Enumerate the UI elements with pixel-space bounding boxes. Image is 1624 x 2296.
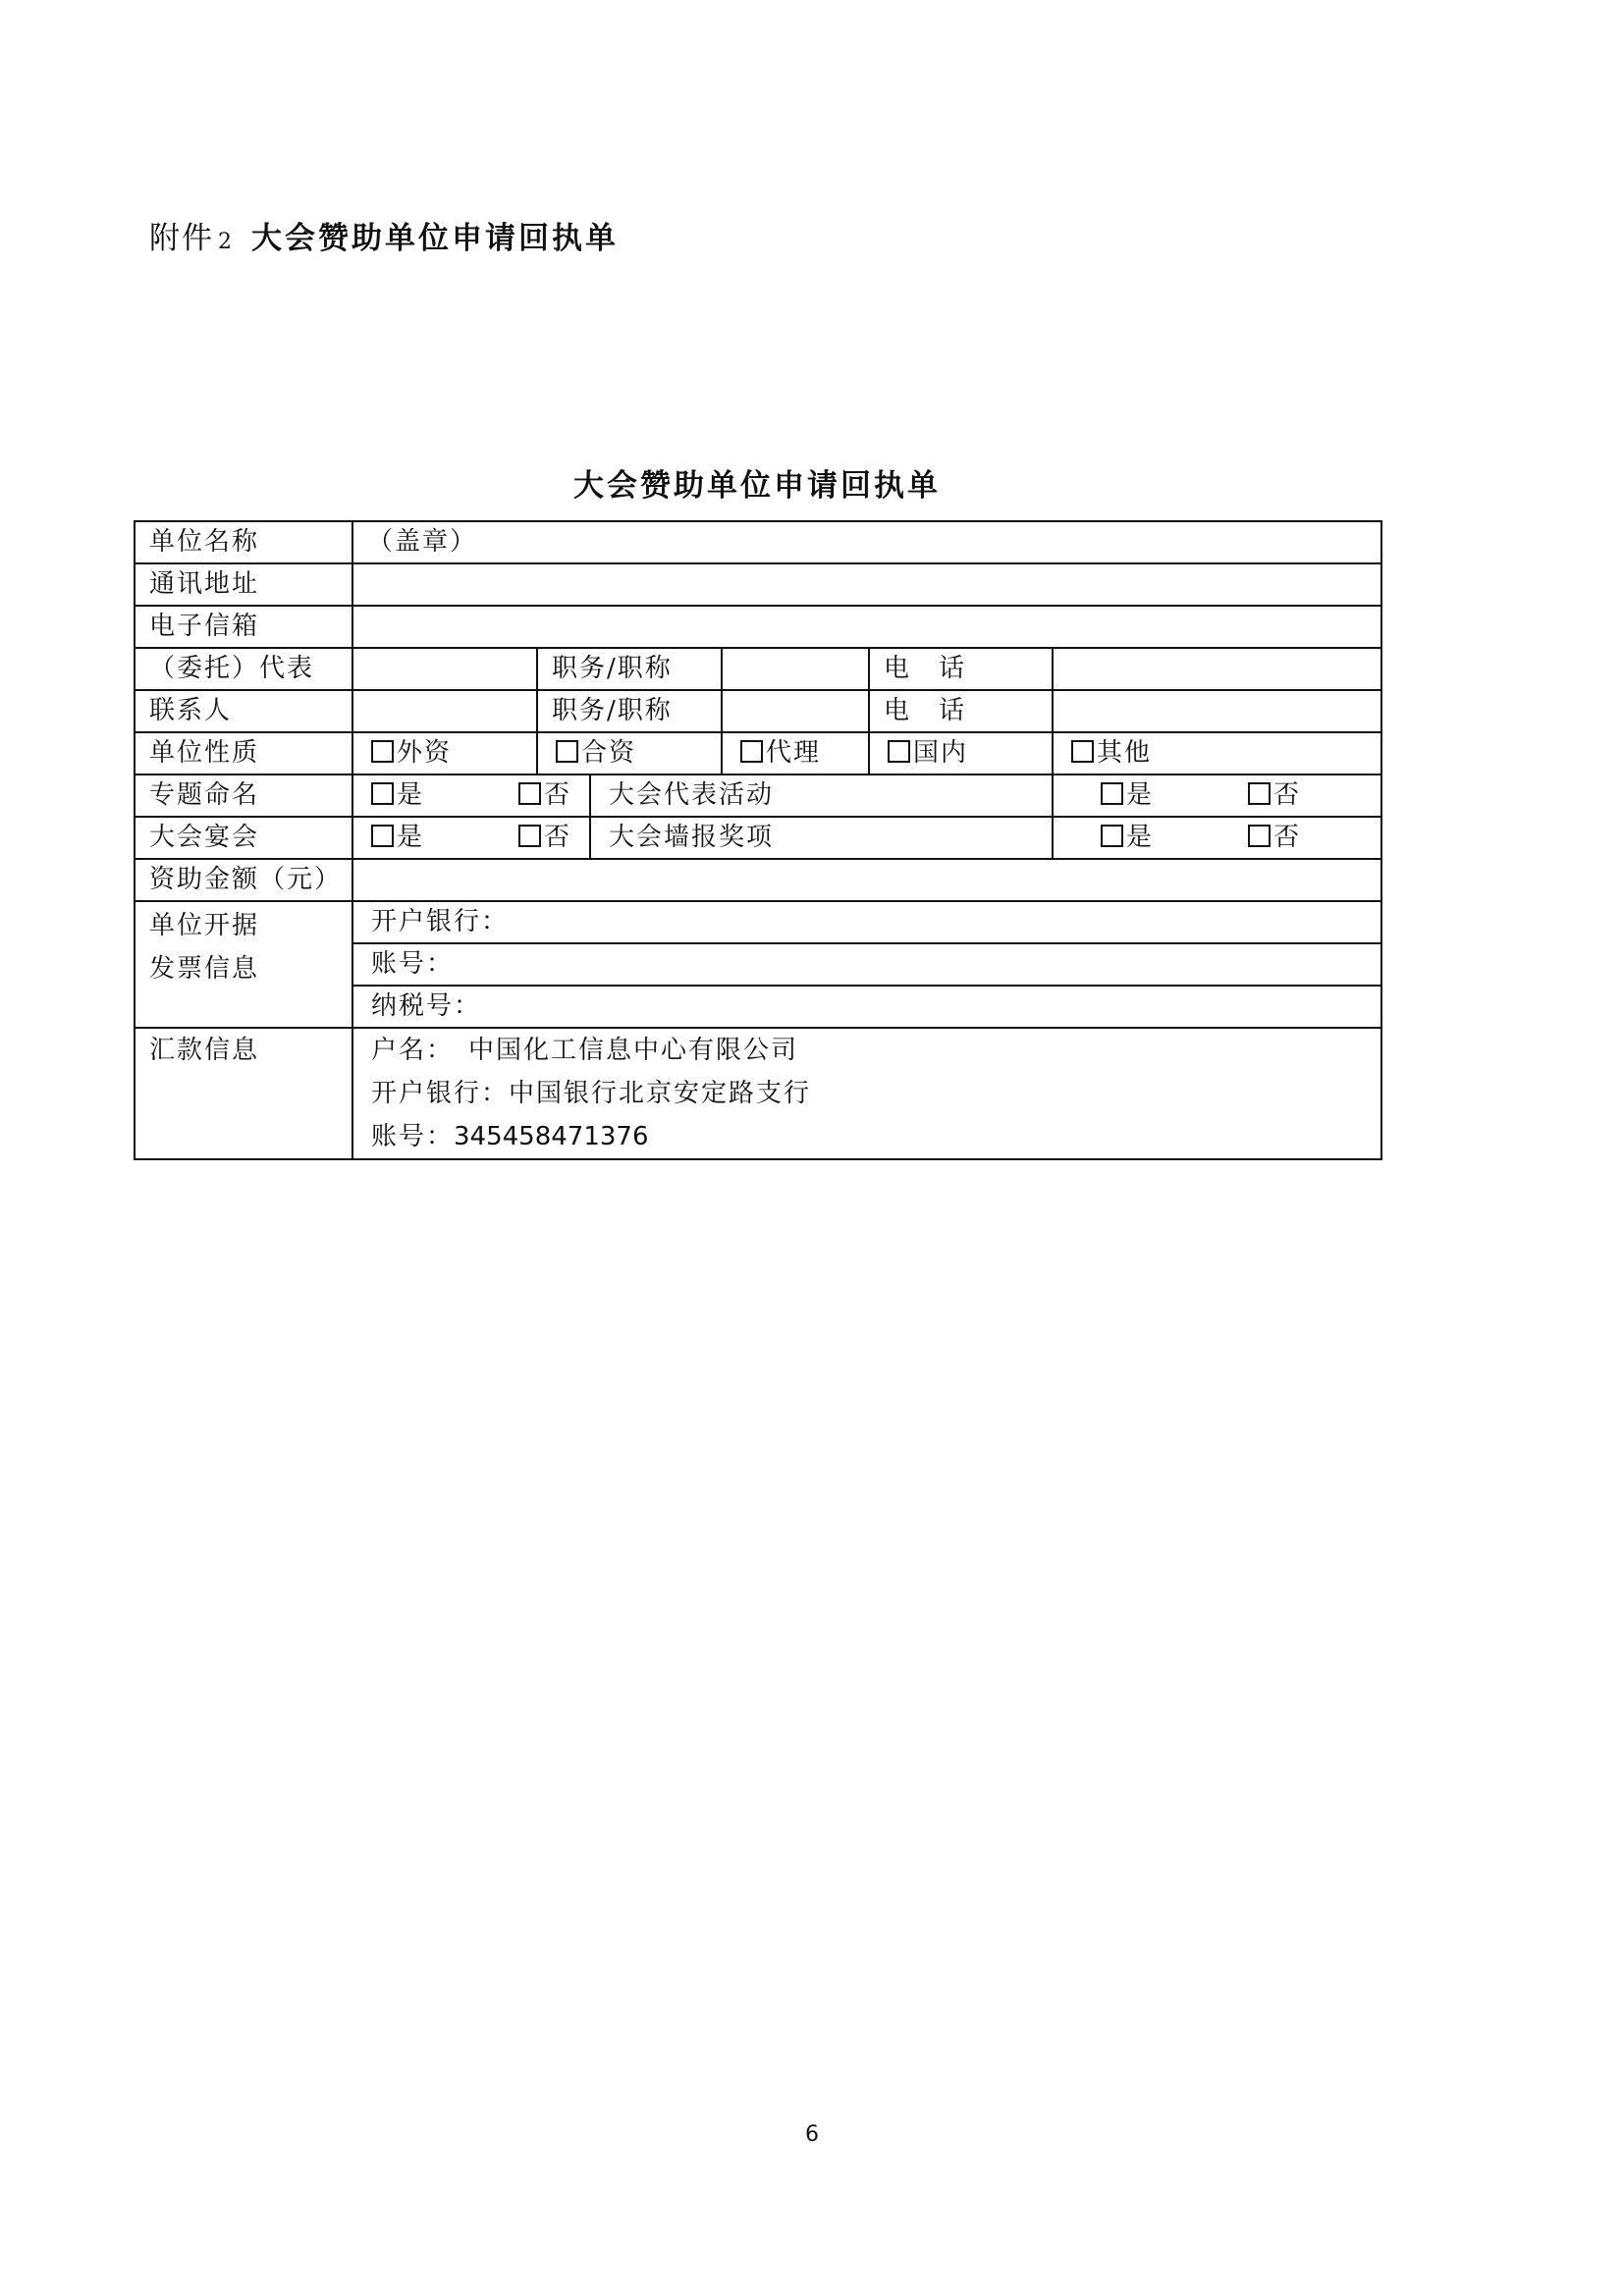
poster-award-label: 大会墙报奖项 xyxy=(590,817,1053,859)
topic-naming-yes[interactable]: 是 xyxy=(371,780,424,810)
unit-type-label: 单位性质 xyxy=(135,732,352,774)
invoice-account-field[interactable]: 账号： xyxy=(352,943,1381,986)
amount-label: 资助金额（元） xyxy=(135,859,352,901)
address-field[interactable] xyxy=(352,563,1381,606)
remittance-info xyxy=(352,1028,1381,1159)
representative-position-field[interactable] xyxy=(722,648,869,690)
row-banquet xyxy=(135,817,1381,859)
delegate-activity-yes[interactable]: 是 xyxy=(1101,780,1154,810)
topic-naming-label: 专题命名 xyxy=(135,774,352,817)
unit-type-option-other[interactable]: 其他 xyxy=(1053,732,1381,774)
checkbox-icon[interactable] xyxy=(518,782,541,805)
representative-phone-label: 电 话 xyxy=(869,648,1053,690)
topic-naming-choice xyxy=(352,774,590,817)
invoice-label-line1: 单位开据 xyxy=(149,911,260,940)
banquet-no[interactable]: 否 xyxy=(518,823,571,852)
contact-position-label: 职务/职称 xyxy=(537,690,722,732)
contact-phone-field[interactable] xyxy=(1053,690,1381,732)
checkbox-icon[interactable] xyxy=(740,740,763,763)
banquet-label: 大会宴会 xyxy=(135,817,352,859)
row-address xyxy=(135,563,1381,606)
row-unit-type xyxy=(135,732,1381,774)
sponsor-application-form xyxy=(134,520,1382,1160)
row-unit-name xyxy=(135,521,1381,563)
contact-phone-label: 电 话 xyxy=(869,690,1053,732)
row-invoice-bank xyxy=(135,901,1381,943)
row-representative xyxy=(135,648,1381,690)
remittance-account-name: 户名： 中国化工信息中心有限公司 xyxy=(371,1036,799,1065)
representative-name-field[interactable] xyxy=(352,648,537,690)
unit-type-option-agent[interactable]: 代理 xyxy=(722,732,869,774)
row-email xyxy=(135,606,1381,648)
amount-field[interactable] xyxy=(352,859,1381,901)
remittance-bank: 开户银行：中国银行北京安定路支行 xyxy=(371,1079,812,1108)
checkbox-icon[interactable] xyxy=(1101,782,1123,805)
delegate-activity-label: 大会代表活动 xyxy=(590,774,1053,817)
attachment-prefix: 附件 xyxy=(149,221,214,256)
contact-name-field[interactable] xyxy=(352,690,537,732)
checkbox-icon[interactable] xyxy=(1248,825,1271,847)
delegate-activity-choice xyxy=(1053,774,1381,817)
unit-type-option-joint[interactable]: 合资 xyxy=(537,732,722,774)
page-number: 6 xyxy=(805,2122,819,2147)
contact-position-field[interactable] xyxy=(722,690,869,732)
checkbox-icon[interactable] xyxy=(371,740,394,763)
unit-name-field[interactable]: （盖章） xyxy=(352,521,1381,563)
delegate-activity-no[interactable]: 否 xyxy=(1248,780,1301,810)
poster-award-yes[interactable]: 是 xyxy=(1101,823,1154,852)
checkbox-icon[interactable] xyxy=(371,825,394,847)
unit-type-option-foreign[interactable]: 外资 xyxy=(352,732,537,774)
attachment-header xyxy=(149,214,619,267)
address-label: 通讯地址 xyxy=(135,563,352,606)
checkbox-icon[interactable] xyxy=(371,782,394,805)
unit-name-label: 单位名称 xyxy=(135,521,352,563)
representative-position-label: 职务/职称 xyxy=(537,648,722,690)
invoice-bank-field[interactable]: 开户银行： xyxy=(352,901,1381,943)
banquet-choice xyxy=(352,817,590,859)
representative-label: （委托）代表 xyxy=(135,648,352,690)
row-amount xyxy=(135,859,1381,901)
checkbox-icon[interactable] xyxy=(888,740,910,763)
row-remittance xyxy=(135,1028,1381,1159)
row-contact xyxy=(135,690,1381,732)
row-topic-naming xyxy=(135,774,1381,817)
checkbox-icon[interactable] xyxy=(556,740,578,763)
banquet-yes[interactable]: 是 xyxy=(371,823,424,852)
checkbox-icon[interactable] xyxy=(1071,740,1094,763)
email-field[interactable] xyxy=(352,606,1381,648)
unit-type-option-domestic[interactable]: 国内 xyxy=(869,732,1053,774)
invoice-label xyxy=(135,901,352,1028)
checkbox-icon[interactable] xyxy=(1101,825,1123,847)
form-title: 大会赞助单位申请回执单 xyxy=(573,468,941,504)
checkbox-icon[interactable] xyxy=(518,825,541,847)
contact-label: 联系人 xyxy=(135,690,352,732)
invoice-tax-number-field[interactable]: 纳税号： xyxy=(352,986,1381,1028)
invoice-label-line2: 发票信息 xyxy=(149,954,260,984)
checkbox-icon[interactable] xyxy=(1248,782,1271,805)
remittance-label: 汇款信息 xyxy=(135,1028,352,1159)
attachment-number: 2 xyxy=(218,230,232,254)
remittance-account: 账号：345458471376 xyxy=(371,1122,649,1151)
poster-award-choice xyxy=(1053,817,1381,859)
remittance-account-number: 345458471376 xyxy=(454,1122,649,1151)
attachment-title: 大会赞助单位申请回执单 xyxy=(251,221,619,256)
topic-naming-no[interactable]: 否 xyxy=(518,780,571,810)
representative-phone-field[interactable] xyxy=(1053,648,1381,690)
email-label: 电子信箱 xyxy=(135,606,352,648)
poster-award-no[interactable]: 否 xyxy=(1248,823,1301,852)
